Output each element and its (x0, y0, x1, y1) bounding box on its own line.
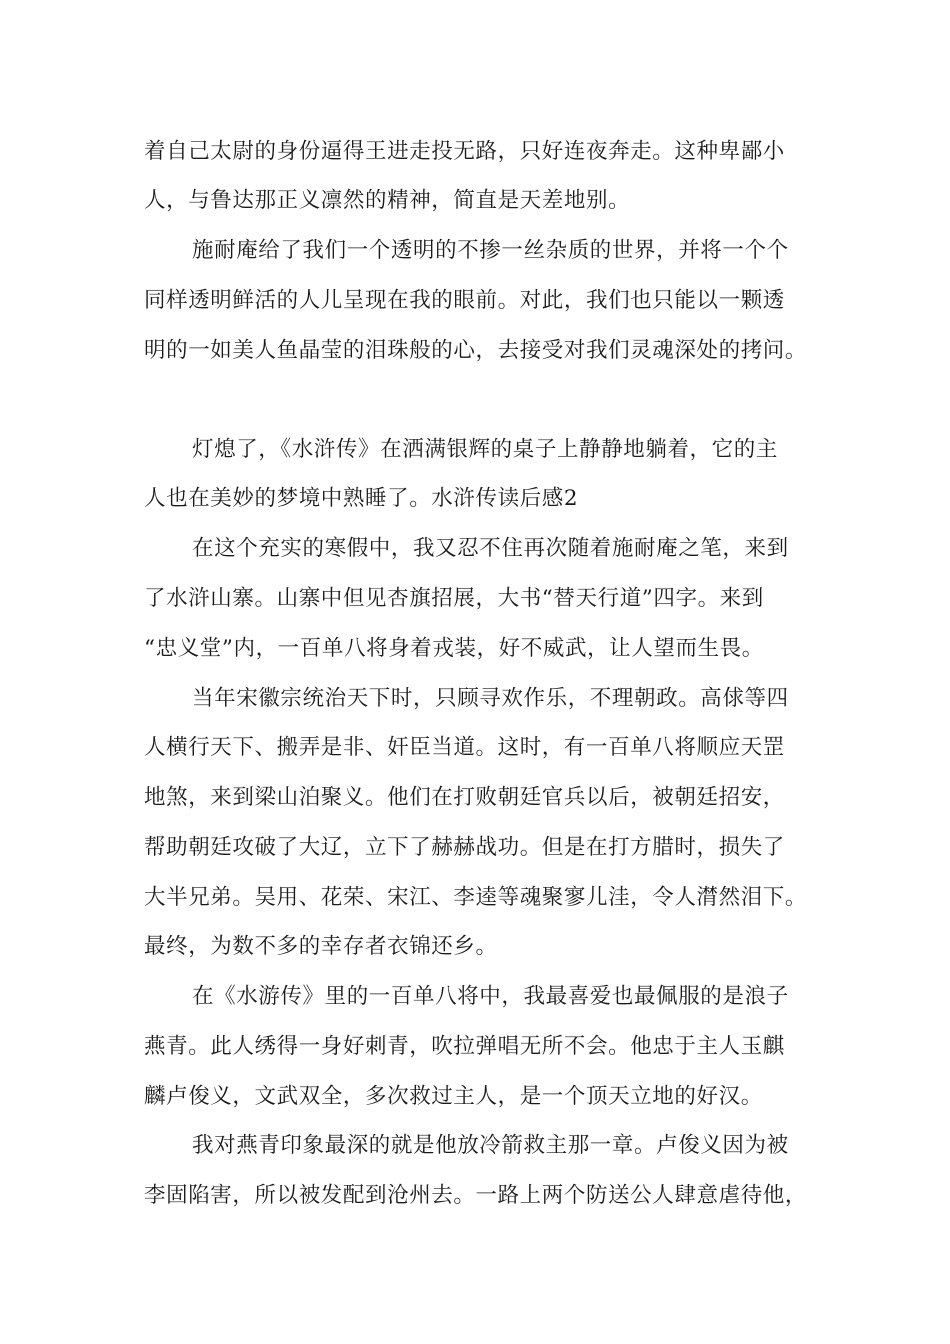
paragraph-start-line: 在《水游传》里的一百单八将中，我最喜爱也最佩服的是浪子 (192, 984, 789, 1009)
paragraph-start-line: 在这个充实的寒假中，我又忍不住再次随着施耐庵之笔，来到 (192, 536, 789, 561)
text-line: 大半兄弟。吴用、花荣、宋江、李逵等魂聚寥儿洼，令人潸然泪下。 (144, 885, 808, 910)
text-line: 人横行天下、搬弄是非、奸臣当道。这时，有一百单八将顺应天罡 (144, 735, 785, 760)
text-line: 地煞，来到梁山泊聚义。他们在打败朝廷官兵以后，被朝廷招安， (144, 785, 785, 810)
text-line: 了水浒山寨。山寨中但见杏旗招展，大书“替天行道”四字。来到 (144, 586, 764, 611)
text-line: 燕青。此人绣得一身好刺青，吹拉弹唱无所不会。他忠于主人玉麒 (144, 1034, 785, 1059)
text-line: 帮助朝廷攻破了大辽，立下了赫赫战功。但是在打方腊时，损失了 (144, 835, 785, 860)
text-line: 人也在美妙的梦境中熟睡了。水浒传读后感2 (144, 486, 579, 511)
text-line: 麟卢俊义，文武双全，多次救过主人，是一个顶天立地的好汉。 (144, 1084, 763, 1109)
text-line: “忠义堂”内，一百单八将身着戎装，好不威武，让人望而生畏。 (144, 636, 764, 661)
paragraph-start-line: 灯熄了，《水浒传》在洒满银辉的桌子上静静地躺着，它的主 (192, 437, 778, 462)
text-line: 人，与鲁达那正义凛然的精神，简直是天差地别。 (144, 188, 631, 213)
text-line: 明的一如美人鱼晶莹的泪珠般的心，去接受对我们灵魂深处的拷问。 (144, 338, 808, 363)
text-line: 着自己太尉的身份逼得王进走投无路，只好连夜奔走。这种卑鄙小 (144, 139, 785, 164)
paragraph-start-line: 我对燕青印象最深的就是他放冷箭救主那一章。卢俊义因为被 (192, 1133, 789, 1158)
paragraph-start-line: 当年宋徽宗统治天下时，只顾寻欢作乐，不理朝政。高俅等四 (192, 686, 789, 711)
text-line: 李固陷害，所以被发配到沧州去。一路上两个防送公人肆意虐待他， (144, 1183, 808, 1208)
paragraph-start-line: 施耐庵给了我们一个透明的不掺一丝杂质的世界，并将一个个 (192, 238, 789, 263)
text-line: 同样透明鲜活的人儿呈现在我的眼前。对此，我们也只能以一颗透 (144, 288, 785, 313)
text-line: 最终，为数不多的幸存者衣锦还乡。 (144, 934, 498, 959)
